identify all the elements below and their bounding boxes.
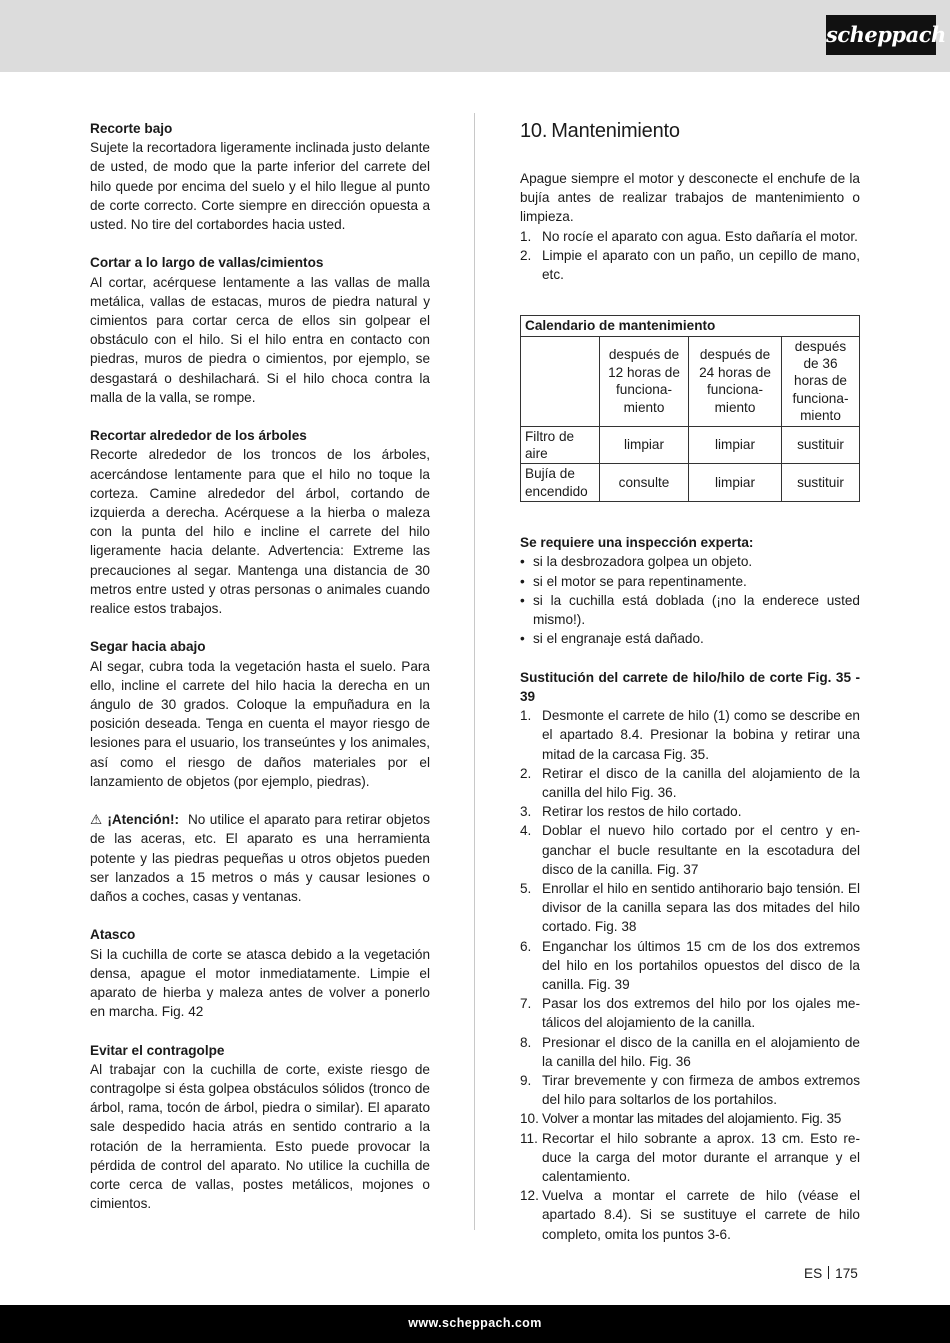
page-number-separator (828, 1266, 829, 1279)
footer-url[interactable]: www.scheppach.com (408, 1316, 542, 1330)
table-col-header: después de 24 horas de funcionamiento (689, 336, 782, 426)
item-text: Desmonte el carrete de hilo (1) como se describe en el apartado 8.4. Presionar la bobina y retirar una mitad de la carcasa Fig. 35. (542, 708, 860, 762)
section-heading: Recorte bajo (90, 121, 173, 136)
list-item (520, 1033, 860, 1071)
page-number (804, 1265, 858, 1283)
item-text: No rocíe el aparato con agua. Esto dañaría el motor. (542, 228, 858, 244)
list-item (520, 802, 860, 821)
section-recorte-bajo (90, 119, 430, 234)
item-number: 2. (520, 247, 532, 263)
list-item (520, 246, 860, 284)
section-arboles (90, 426, 430, 618)
item-number: 4. (520, 823, 532, 839)
list-item: • si la cuchilla está doblada (¡no la enderece usted mismo!). (520, 591, 860, 629)
section-heading: Se requiere una inspección experta: (520, 535, 754, 551)
bullet-list (520, 552, 860, 648)
footer-bar (0, 1305, 950, 1343)
list-item: • si la desbrozadora golpea un objeto. (520, 552, 860, 571)
list-item (520, 879, 860, 937)
table-cell: limpiar (689, 464, 782, 502)
item-number: 9. (520, 1072, 532, 1088)
intro-list (520, 227, 860, 285)
warning-atencion (90, 810, 430, 906)
item-text: Doblar el nuevo hilo cortado por el centro y enganchar el bucle resultante en la escotadura del disco de la canilla. Fig. 37 (542, 823, 860, 877)
table-corner-cell (521, 336, 600, 426)
section-sustitucion (520, 668, 860, 1244)
warning-body: No utilice el aparato para retirar objetos de las aceras, etc. El aparato es una herramienta potente y las piedras pequeñas u otros objetos pueden ser lanzados a 15 metros o más y causar lesiones o daños a coches, casas y ventanas. (90, 812, 430, 905)
table-title: Calendario de mantenimiento (521, 316, 860, 336)
chapter-number: 10. (520, 120, 548, 142)
item-number: 8. (520, 1034, 532, 1050)
table-cell: sustituir (782, 426, 860, 464)
section-heading: Recortar alrededor de los árboles (90, 428, 307, 444)
table-row (521, 426, 860, 464)
list-item (520, 1071, 860, 1109)
item-number: 1. (520, 228, 532, 244)
section-heading: Sustitución del carrete de hilo/hilo de corte Fig. 35 - 39 (520, 669, 860, 704)
item-number: 1. (520, 708, 532, 724)
item-number: 2. (520, 765, 532, 781)
item-number: 11. (520, 1130, 538, 1146)
section-text: Si la cuchilla de corte se atasca debido a la vegetación densa, apague el motor inmediatamente. Limpie el aparato de hierba y maleza antes de volver a ponerlo en marcha. Fig. 42 (90, 946, 430, 1020)
item-text: Retirar los restos de hilo cortado. (542, 804, 742, 820)
section-contragolpe (90, 1041, 430, 1214)
table-cell: sustituir (782, 464, 860, 502)
item-text: Recortar el hilo sobrante a aprox. 13 cm. Esto reduce la carga del motor durante el arranque y el calentamiento. (542, 1130, 860, 1184)
list-item (520, 821, 860, 879)
section-heading: Cortar a lo largo de vallas/cimientos (90, 255, 324, 271)
list-item (520, 1109, 860, 1128)
section-heading: Segar hacia abajo (90, 639, 206, 655)
warning-label: ¡Atención!: (107, 812, 180, 828)
list-item (520, 227, 860, 246)
table-cell: limpiar (689, 426, 782, 464)
list-item (520, 706, 860, 764)
table-cell: limpiar (600, 426, 689, 464)
item-text: Presionar el disco de la canilla en el alojamiento de la canilla del hilo. Fig. 36 (542, 1034, 860, 1069)
page-number-value: 175 (835, 1266, 858, 1281)
table-col-header: después de 12 horas de funcionamiento (600, 336, 689, 426)
item-text: Vuelva a montar el carrete de hilo (véase el apartado 8.4). Si se sustituye el carrete de hilo completo, omita los puntos 3-6. (542, 1188, 860, 1242)
table-row (521, 464, 860, 502)
item-number: 7. (520, 996, 532, 1012)
item-text: Pasar los dos extremos del hilo por los ojales metálicos del alojamiento de la canilla. (542, 996, 860, 1031)
item-text: Tirar brevemente y con firmeza de ambos extremos del hilo para soltarlos de los portahilos. (542, 1072, 860, 1108)
list-item (520, 994, 860, 1032)
item-number: 6. (520, 938, 532, 954)
page-language: ES (804, 1266, 823, 1281)
section-vallas (90, 253, 430, 407)
list-item: • si el engranaje está dañado. (520, 629, 860, 648)
section-text: Al cortar, acérquese lentamente a las vallas de malla metálica, vallas de estacas, muros de piedra natural y cimientos para cortar cerca de ellos sin golpear el obstáculo con el hilo. Si el hilo entra en contacto con piedras, muros de piedra o cimientos, por ejemplo, se desgastará o deshilachará. Si el hilo choca contra la malla de la valla, se rompe. (90, 274, 430, 405)
table-cell: consulte (600, 464, 689, 502)
warning-text (90, 810, 430, 906)
list-item: • si el motor se para repentinamente. (520, 572, 860, 591)
table-row-label: Filtro de aire (521, 426, 600, 464)
numbered-list (520, 706, 860, 1244)
item-text: Limpie el aparato con un paño, un cepillo de mano, etc. (542, 247, 860, 283)
item-text: Enganchar los últimos 15 cm de los dos extremos del hilo en los portahilos opuestos del disco de la canilla. Fig. 39 (542, 938, 860, 992)
list-item (520, 1186, 860, 1244)
section-atasco (90, 925, 430, 1021)
header-band (0, 0, 950, 72)
item-text: Volver a montar las mitades del alojamiento. Fig. 35 (542, 1111, 842, 1127)
item-text: Enrollar el hilo en sentido antihorario bajo tensión. El divisor de la canilla separa las dos mitades del hilo cortado. Fig. 38 (542, 880, 860, 935)
section-segar (90, 637, 430, 791)
right-column (520, 119, 860, 1263)
section-inspeccion (520, 533, 860, 648)
list-item (520, 937, 860, 995)
left-column (90, 119, 430, 1233)
warning-icon: ⚠ (90, 812, 103, 828)
chapter-title (520, 119, 860, 143)
column-divider (474, 113, 475, 1230)
section-text: Al segar, cubra toda la vegetación hasta el suelo. Para ello, incline el carrete del hilo hacia la derecha en un ángulo de 30 grados. Coloque la empuñadura en la posición deseada. Tenga en cuenta el mayor riesgo de lesiones para el usuario, los transeúntes y los animales, así como el riesgo de daños materiales por el lanzamiento de objetos (por ejemplo, piedras). (90, 658, 430, 789)
list-item (520, 764, 860, 802)
brand-logo: scheppach (826, 15, 936, 55)
section-text: Al trabajar con la cuchilla de corte, existe riesgo de contragolpe si ésta golpea obstáculos sólidos (tronco de árbol, rama, tocón de árbol, piedra o similar). El aparato sale despedido hacia atrás en sentido contrario a la rotación de la herramienta. Esto puede provocar la pérdida de control del aparato. No utilice la cuchilla de corte cerca de vallas, postes metálicos, mojones o cimientos. (90, 1061, 430, 1212)
item-number: 10. (520, 1111, 539, 1127)
item-number: 3. (520, 804, 532, 820)
section-heading: Evitar el contragolpe (90, 1042, 225, 1058)
table-row-label: Bujía de encendido (521, 464, 600, 502)
intro-text: Apague siempre el motor y desconecte el enchufe de la bujía antes de realizar trabajos de mantenimiento o limpieza. (520, 171, 860, 225)
section-heading: Atasco (90, 927, 136, 943)
item-number: 12. (520, 1188, 539, 1204)
maintenance-table (520, 315, 860, 502)
chapter-title-text: Mantenimiento (551, 120, 680, 142)
section-text: Recorte alrededor de los troncos de los árboles, acercándose lentamente para que el hilo no toque la corteza. Camine alrededor del árbol, cortando de izquierda a derecha. Acérquese a la hierba o maleza con la punta del hilo e incline el carrete del hilo ligeramente hacia delante. Advertencia: Extreme las precauciones al segar. Mantenga una distancia de 30 metros entre usted y otras personas o animales cuando realice estos trabajos. (90, 447, 430, 617)
table-col-header: después de 36 horas de funcionamiento (782, 336, 860, 426)
section-text: Sujete la recortadora ligeramente inclinada justo delante de usted, de modo que la parte inferior del carrete del hilo quede por encima del suelo y el hilo llegue al punto de corte correcto. Corte siempre en dirección opuesta a usted. No tire del cortabordes hacia usted. (90, 140, 430, 233)
list-item (520, 1129, 860, 1187)
item-text: Retirar el disco de la canilla del alojamiento de la canilla del hilo Fig. 36. (542, 765, 860, 800)
item-number: 5. (520, 880, 532, 896)
